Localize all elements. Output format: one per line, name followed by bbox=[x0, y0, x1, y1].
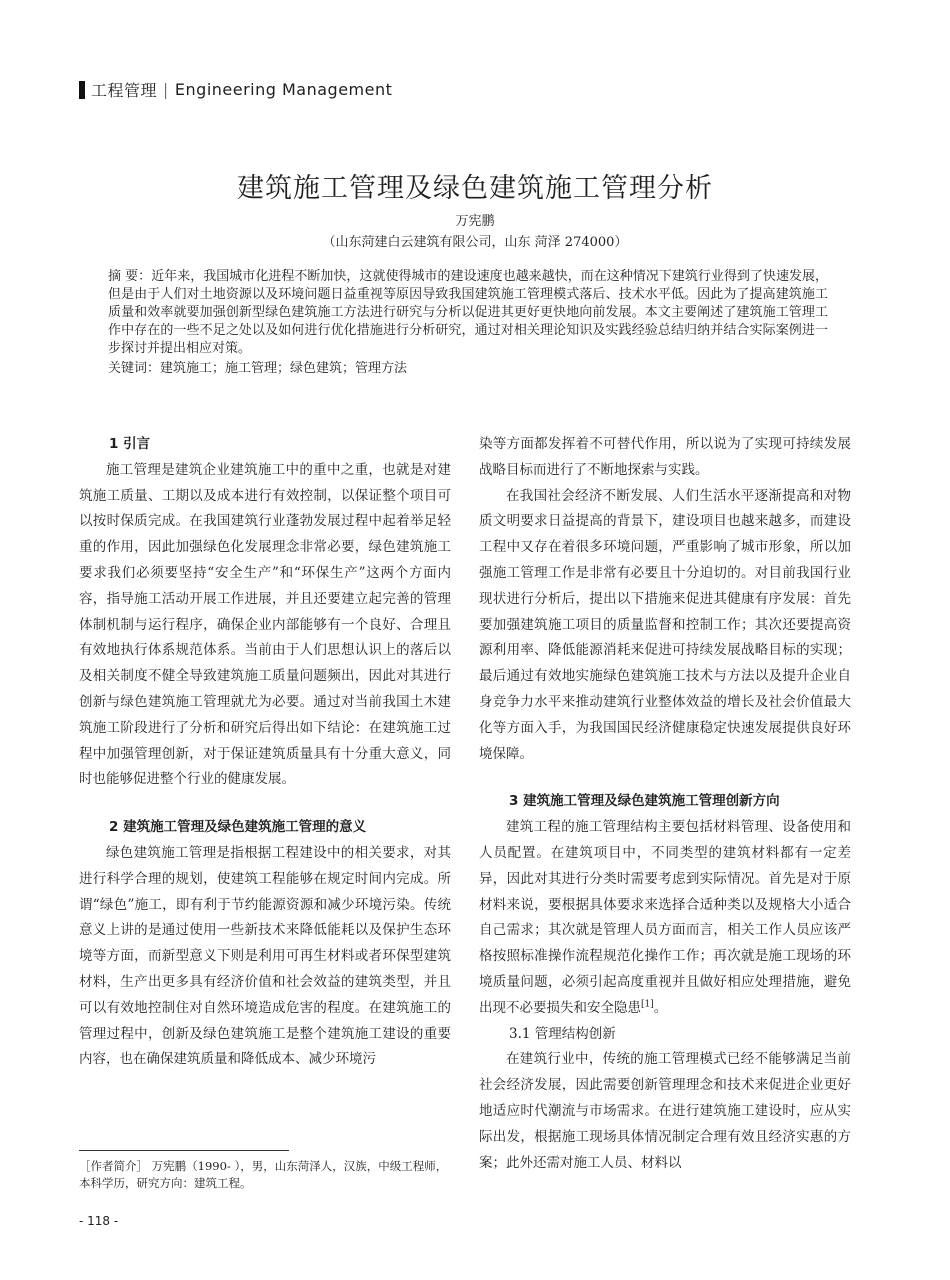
section-2-paragraph-1-continued: 染等方面都发挥着不可替代作用，所以说为了实现可持续发展战略目标而进行了不断地探索与实践。 bbox=[479, 436, 851, 478]
author-affiliation: （山东菏建白云建筑有限公司，山东 菏泽 274000） bbox=[322, 235, 628, 250]
section-name-cn: 工程管理 bbox=[91, 81, 158, 100]
abstract-text: 近年来，我国城市化进程不断加快，这就使得城市的建设速度也越来越快，而在这种情况下建筑行业得到了快速发展，但是由于人们对土地资源以及环境问题日益重视等原因导致我国建筑施工管理模式落后、技术水平低。因此为了提高建筑施工质量和效率就要加强创新型绿色建筑施工方法进行研究与分析以促进其更好更快地向前发展。本文主要阐述了建筑施工管理工作中存在的一些不足之处以及如何进行优化措施进行分析研究，通过对相关理论知识及实践经验总结归纳并结合实际案例进一步探讨并提出相应对策。 bbox=[108, 269, 828, 356]
section-3-1-paragraph-1: 在建筑行业中，传统的施工管理模式已经不能够满足当前社会经济发展，因此需要创新管理理念和技术来促进企业更好地适应时代潮流与市场需求。在进行建筑施工建设时，应从实际出发，根据施工现场具体情况制定合理有效且经济实惠的方案；此外还需对施工人员、材料以 bbox=[479, 1051, 851, 1171]
section-1-paragraph: 施工管理是建筑企业建筑施工中的重中之重，也就是对建筑施工质量、工期以及成本进行有效控制，以保证整个项目可以按时保质完成。在我国建筑行业蓬勃发展过程中起着举足轻重的作用，因此加强绿色化发展理念非常必要，绿色建筑施工要求我们必须要坚持“安全生产”和“环保生产”这两个方面内容，指导施工活动开展工作进展，并且还要建立起完善的管理体制机制与运行程序，确保企业内部能够有一个良好、合理且有效地执行体系规范体系。当前由于人们思想认识上的落后以及相关制度不健全导致建筑施工质量问题频出，因此对其进行创新与绿色建筑施工管理就尤为必要。通过对当前我国土木建筑施工阶段进行了分析和研究后得出如下结论：在建筑施工过程中加强管理创新，对于保证建筑质量具有十分重大意义，同时也能够促进整个行业的健康发展。 bbox=[79, 461, 451, 788]
author-footnote: ［作者简介］ 万宪鹏（1990- ），男，山东菏泽人，汉族，中级工程师，本科学历，研究方向：建筑工程。 bbox=[79, 1159, 448, 1190]
abstract bbox=[108, 268, 828, 358]
abstract-label: 摘 要： bbox=[108, 269, 152, 284]
header-separator: | bbox=[163, 80, 169, 99]
section-3-1-heading: 3.1 管理结构创新 bbox=[509, 1025, 616, 1042]
article-title: 建筑施工管理及绿色建筑施工管理分析 bbox=[237, 173, 713, 204]
article-author: 万宪鹏 bbox=[455, 214, 495, 229]
keywords-label: 关键词： bbox=[108, 361, 161, 376]
section-3-paragraph-1-end: 。 bbox=[653, 999, 668, 1016]
right-column bbox=[479, 432, 851, 1176]
journal-section-header bbox=[79, 78, 392, 101]
section-3-heading: 3 建筑施工管理及绿色建筑施工管理创新方向 bbox=[509, 793, 780, 810]
header-bar-mark bbox=[79, 81, 85, 99]
keywords-text: 建筑施工；施工管理；绿色建筑；管理方法 bbox=[160, 361, 408, 376]
left-column bbox=[79, 432, 451, 1073]
keywords bbox=[108, 360, 828, 378]
footnote-divider bbox=[79, 1150, 289, 1151]
section-2-paragraph-1: 绿色建筑施工管理是指根据工程建设中的相关要求，对其进行科学合理的规划，使建筑工程能够在规定时间内完成。所谓“绿色”施工，即有利于节约能源资源和减少环境污染。传统意义上讲的是通过使用一些新技术来降低能耗以及保护生态环境等方面，而新型意义下则是利用可再生材料或者环保型建筑材料，生产出更多具有经济价值和社会效益的建筑类型，并且可以有效地控制住对自然环境造成危害的程度。在建筑施工的管理过程中，创新及绿色建筑施工是整个建筑施工建设的重要内容，也在确保建筑质量和降低成本、减少环境污 bbox=[79, 844, 451, 1068]
section-name-en: Engineering Management bbox=[174, 80, 393, 99]
section-3-paragraph-1-text: 建筑工程的施工管理结构主要包括材料管理、设备使用和人员配置。在建筑项目中，不同类型的建筑材料都有一定差异，因此对其进行分类时需要考虑到实际情况。首先是对于原材料来说，要根据具体要求来选择合适种类以及规格大小适合自己需求；其次就是管理人员方面而言，相关工作人员应该严格按照标准操作流程规范化操作工作；再次就是施工现场的环境质量问题，必须引起高度重视并且做好相应处理措施，避免出现不必要损失和安全隐患 bbox=[479, 819, 851, 1016]
section-2-heading: 2 建筑施工管理及绿色建筑施工管理的意义 bbox=[109, 819, 367, 836]
page-number: - 118 - bbox=[79, 1214, 119, 1228]
citation-ref: [1] bbox=[641, 999, 654, 1010]
section-3-paragraph-1 bbox=[479, 815, 851, 1021]
section-1-heading: 1 引言 bbox=[109, 436, 151, 452]
section-2-paragraph-2: 在我国社会经济不断发展、人们生活水平逐渐提高和对物质文明要求日益提高的背景下，建设项目也越来越多，而建设工程中又存在着很多环境问题，严重影响了城市形象，所以加强施工管理工作是非常有必要且十分迫切的。对目前我国行业现状进行分析后，提出以下措施来促进其健康有序发展：首先要加强建筑施工项目的质量监督和控制工作；其次还要提高资源利用率、降低能源消耗来促进可持续发展战略目标的实现；最后通过有效地实施绿色建筑施工技术与方法以及提升企业自身竞争力水平来推动建筑行业整体效益的增长及社会价值最大化等方面入手，为我国国民经济健康稳定快速发展提供良好环境保障。 bbox=[479, 487, 851, 762]
